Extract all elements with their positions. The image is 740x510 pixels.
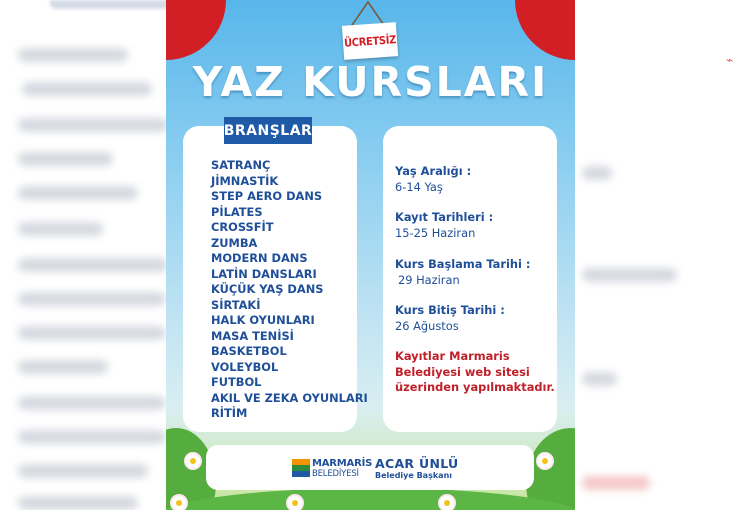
background-line	[18, 222, 103, 236]
mayor-name: ACAR ÜNLÜ	[375, 456, 459, 471]
background-line	[18, 496, 138, 510]
municipality-logo-icon	[292, 459, 310, 477]
background-line	[18, 118, 168, 132]
curtain-right	[515, 0, 575, 60]
branch-item: JİMNASTİK	[211, 173, 279, 188]
branch-item: PİLATES	[211, 204, 263, 219]
flower-icon	[186, 454, 200, 468]
background-line	[582, 476, 650, 490]
background-line	[22, 82, 152, 96]
share-icon[interactable]: ⌁	[726, 53, 734, 67]
start-date-label: Kurs Başlama Tarihi :	[395, 257, 531, 271]
age-range-block	[395, 163, 550, 195]
background-line	[18, 152, 113, 166]
municipality-name: MARMARİS	[312, 458, 373, 469]
branch-item: VOLEYBOL	[211, 359, 279, 374]
background-line	[18, 464, 148, 478]
branch-item: BASKETBOL	[211, 344, 287, 358]
background-line	[582, 268, 677, 282]
branch-item: CROSSFİT	[211, 220, 274, 234]
municipality-sub: BELEDİYESİ	[312, 469, 359, 479]
branch-item: ZUMBA	[211, 235, 258, 250]
branch-item: SİRTAKİ	[211, 297, 261, 312]
background-line	[18, 430, 166, 444]
registration-note: Kayıtlar Marmaris Belediyesi web sitesi üzerinden yapılmaktadır.	[395, 349, 555, 394]
branch-item: KÜÇÜK YAŞ DANS	[211, 282, 324, 296]
background-line	[18, 48, 128, 62]
grass-ground	[166, 488, 575, 510]
flower-icon	[288, 496, 302, 510]
background-line	[18, 396, 166, 410]
poster-title: YAZ KURSLARI	[192, 58, 549, 106]
registration-label: Kayıt Tarihleri :	[395, 210, 494, 224]
branches-list	[211, 158, 368, 422]
start-date-value: 29 Haziran	[398, 273, 460, 287]
branch-item: MASA TENİSİ	[211, 328, 294, 343]
branch-item: AKIL VE ZEKA OYUNLARI	[211, 390, 368, 405]
free-badge-text: ÜCRETSİZ	[343, 32, 397, 50]
background-line	[18, 360, 108, 374]
flower-icon	[172, 496, 186, 510]
registration-value: 15-25 Haziran	[395, 226, 476, 240]
poster-image	[166, 0, 575, 510]
flower-icon	[440, 496, 454, 510]
end-date-value: 26 Ağustos	[395, 319, 459, 333]
start-date-block	[395, 256, 550, 288]
background-topbar	[50, 0, 170, 9]
end-date-label: Kurs Bitiş Tarihi :	[395, 303, 505, 317]
background-line	[18, 326, 166, 340]
age-range-label: Yaş Aralığı :	[395, 164, 472, 178]
mayor-title: Belediye Başkanı	[375, 471, 452, 480]
branch-item: SATRANÇ	[211, 158, 271, 172]
flower-icon	[538, 454, 552, 468]
curtain-left	[166, 0, 226, 60]
branch-item: STEP AERO DANS	[211, 189, 323, 203]
background-line	[18, 292, 166, 306]
branch-item: HALK OYUNLARI	[211, 313, 315, 327]
age-range-value: 6-14 Yaş	[395, 180, 443, 194]
background-line	[18, 186, 138, 200]
end-date-block	[395, 302, 550, 334]
background-line	[582, 166, 612, 180]
free-badge	[342, 22, 398, 60]
background-line	[582, 372, 617, 386]
branch-item: RİTİM	[211, 406, 248, 420]
branch-item: MODERN DANS	[211, 251, 308, 265]
branch-item: LATİN DANSLARI	[211, 266, 317, 281]
branch-item: FUTBOL	[211, 375, 262, 389]
background-line	[18, 258, 168, 272]
registration-block	[395, 209, 550, 241]
branches-tag: BRANŞLAR	[224, 117, 312, 144]
